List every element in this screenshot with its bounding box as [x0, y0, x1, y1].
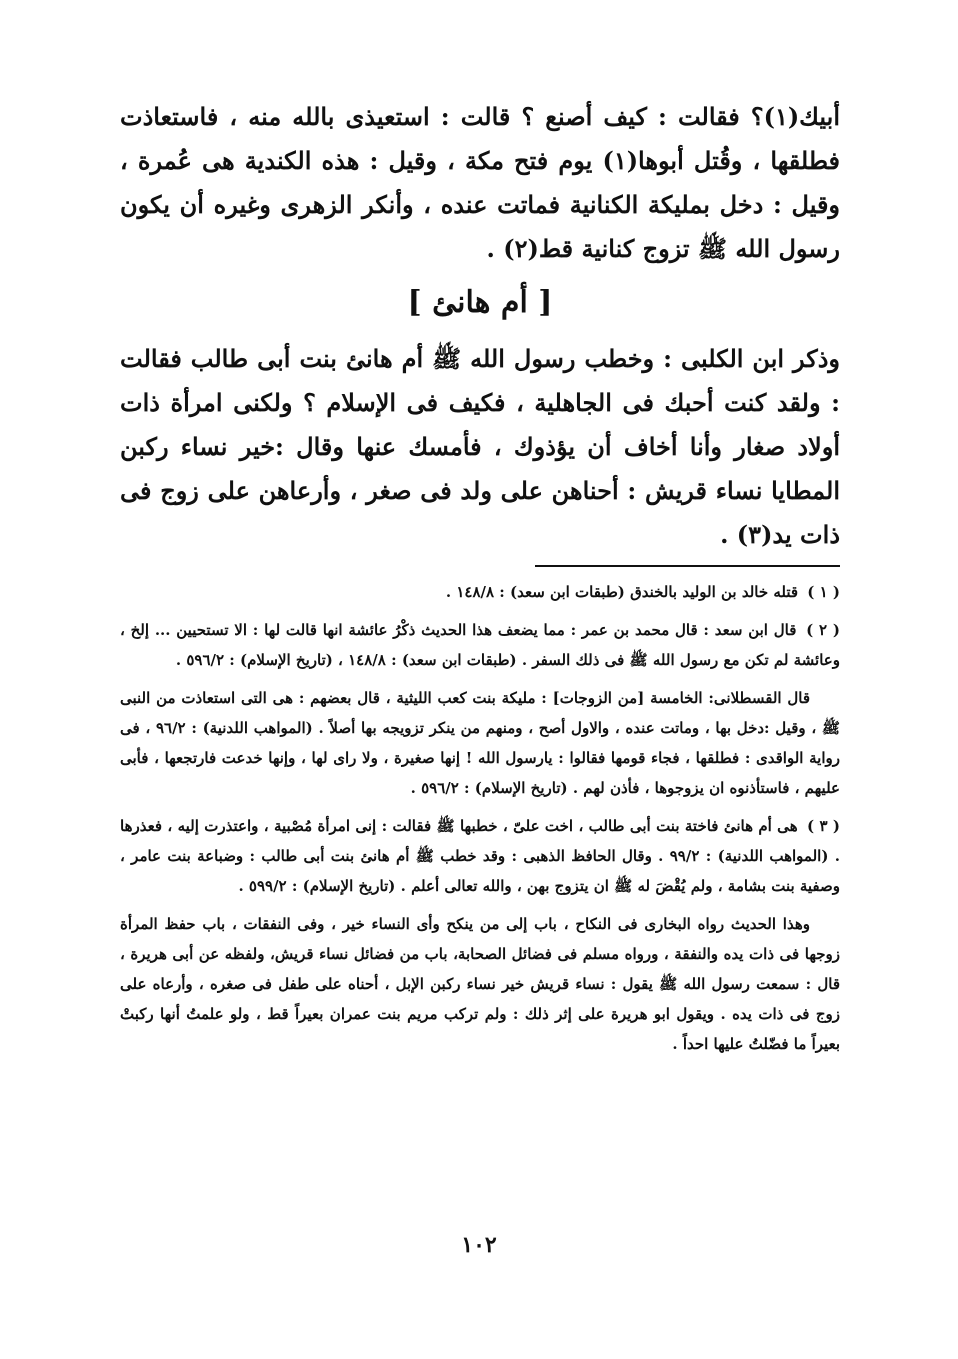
footnote-number: ( ١ )	[807, 583, 840, 601]
footnote-divider	[535, 565, 840, 567]
footnote	[120, 615, 840, 675]
page-content	[120, 95, 840, 1067]
footnote-continuation	[120, 909, 840, 1059]
footnote-text: قال القسطلانى: الخامسة [من الزوجات] : مليكة بنت كعب الليثية ، قال بعضهم : هى التى استعاذت من النبى ﷺ ، وقيل :دخل بها ، وماتت عنده ، والاول أصح ، ومنهم من ينكر تزويجه بها أصلاً . (المواهب اللدنية) : ٩٦/٢ ، فى رواية الواقدى : فطلقها ، فجاء قومها فقالوا : يارسول الله ! إنها صغيرة ، ولا راى لها ، وإنها خدعت فارتجعها ، فأبى عليهم ، فاستأذنوه ان يزوجوها ، فأذن لهم . (تاريخ الإسلام) : ٥٩٦/٢ .	[120, 689, 840, 797]
footnote	[120, 577, 840, 607]
footnote-number: ( ٢ )	[806, 621, 840, 639]
footnote-text: قتله خالد بن الوليد بالخندق (طبقات ابن سعد) : ١٤٨/٨ .	[445, 583, 799, 601]
main-text	[120, 95, 840, 557]
paragraph-1: أبيك(١)؟ فقالت : كيف أصنع ؟ قالت : استعيذى بالله منه ، فاستعاذت فطلقها ، وقُتل أبوها(١) يوم فتح مكة ، وقيل : هذه الكندية هى عُمرة ، وقيل : دخل بمليكة الكنانية فماتت عنده ، وأنكر الزهرى وغيره أن يكون رسول الله ﷺ تزوج كنانية قط(٢) .	[120, 102, 840, 263]
footnote-number: ( ٣ )	[806, 817, 840, 835]
footnote-text: قال ابن سعد : قال محمد بن عمر : مما يضعف هذا الحديث ذكْرُ عائشة انها قالت لها : الا تستحيين ... إلخ ، وعائشة لم تكن مع رسول الله ﷺ فى ذلك السفر . (طبقات ابن سعد) : ١٤٨/٨ ، (تاريخ الإسلام) : ٥٩٦/٢ .	[120, 621, 840, 669]
section-heading: [ أم هانئ ]	[407, 285, 553, 320]
footnote-text: وهذا الحديث رواه البخارى فى النكاح ، باب إلى من ينكح وأى النساء خير ، وفى النفقات ، باب حفظ المرأة زوجها فى ذات يده والنفقة ، ورواه مسلم فى فضائل الصحابة، باب من فضائل نساء قريش، ولفظه عن أبى هريرة ، قال : سمعت رسول الله ﷺ يقول : نساء قريش خير نساء ركبن الإبل ، أحناه على طفل فى صغره ، وأرعاه على زوج فى ذات يده . ويقول ابو هريرة على إثر ذلك : ولم تركب مريم بنت عمران بعيراً قط ، ولو علمتُ أنها ركبتْ بعيراً ما فضّلتُ عليها احداً .	[120, 915, 840, 1053]
footnote	[120, 811, 840, 901]
footnotes	[120, 577, 840, 1059]
footnote-text: هى أم هانئ فاختة بنت أبى طالب ، اخت علىّ ، خطبها ﷺ فقالت : إنى امرأة مُصْبية ، واعتذرت إليه ، فعذرها . (المواهب اللدنية) : ٩٩/٢ . وقال الحافظ الذهبى : وقد خطب ﷺ أم هانئ بنت أبى طالب : وضباعة بنت عامر ، وصفية بنت بشامة ، ولم يُقْضَ له ﷺ ان يتزوج بهن ، والله تعالى أعلم . (تاريخ الإسلام) : ٥٩٩/٢ .	[120, 817, 840, 895]
page-number: ١٠٢	[461, 1232, 497, 1258]
paragraph-2: وذكر ابن الكلبى : وخطب رسول الله ﷺ أم هانئ بنت أبى طالب فقالت : ولقد كنت أحبك فى الجاهلية ، فكيف فى الإسلام ؟ ولكنى امرأة ذات أولاد صغار وأنا أخاف أن يؤذوك ، فأمسك عنها وقال :خير نساء ركبن المطايا نساء قريش : أحناهن على ولد فى صغر ، وأرعاهن على زوج فى ذات يد(٣) .	[120, 344, 840, 549]
footnote-continuation	[120, 683, 840, 803]
